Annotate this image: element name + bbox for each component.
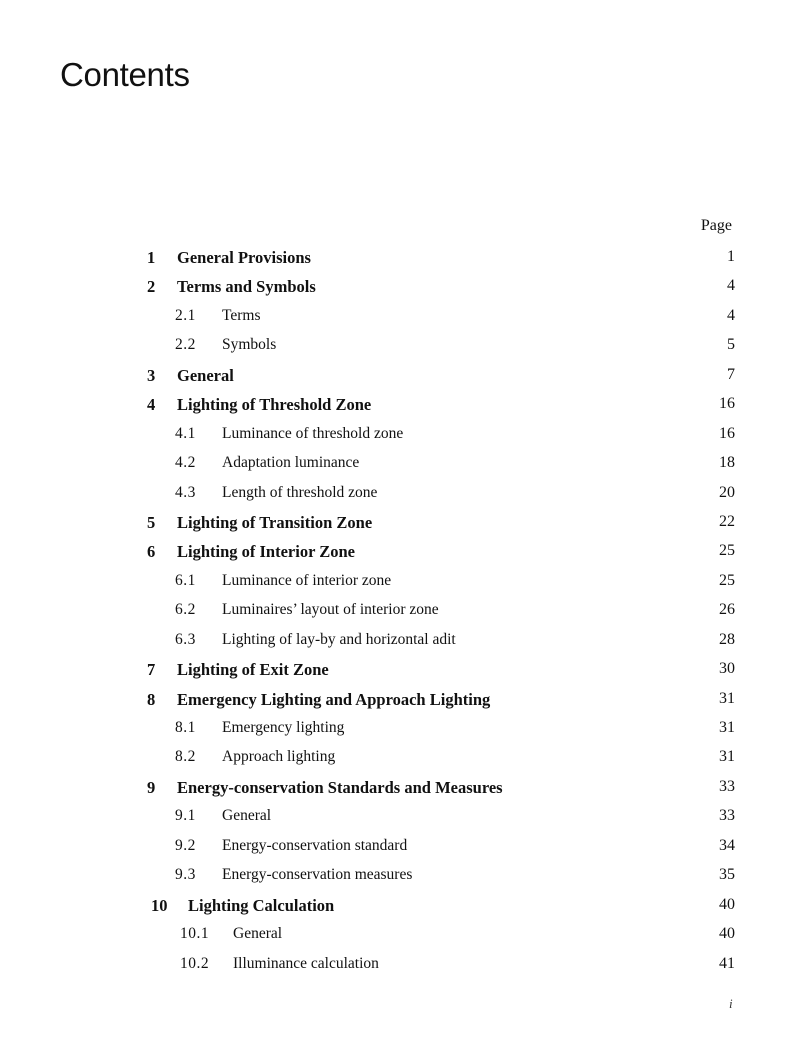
section-number: 4.1: [175, 424, 196, 442]
section-number: 10.2: [180, 954, 210, 972]
section-title: General: [222, 807, 272, 825]
section-title: Adaptation luminance: [222, 454, 360, 472]
section-number: 9.2: [175, 836, 196, 854]
page-number: 41: [719, 954, 735, 972]
toc-section[interactable]: [0, 449, 790, 478]
toc-section[interactable]: [0, 331, 790, 360]
chapter-number: 8: [147, 689, 156, 709]
toc-section[interactable]: [0, 743, 790, 772]
section-number: 10.1: [180, 925, 210, 943]
toc-section[interactable]: [0, 920, 790, 949]
page-number: 30: [719, 660, 735, 678]
section-number: 8.1: [175, 719, 196, 736]
section-title: Terms: [222, 306, 261, 324]
section-title: Energy-conservation measures: [222, 866, 413, 884]
chapter-title: General Provisions: [177, 248, 311, 267]
chapter-number: 6: [147, 542, 156, 562]
toc-section[interactable]: [0, 420, 790, 449]
chapter-title: General: [177, 365, 234, 385]
section-title: Symbols: [222, 336, 277, 354]
toc-section[interactable]: [0, 626, 790, 655]
toc-chapter[interactable]: [0, 390, 790, 419]
chapter-title: Terms and Symbols: [177, 277, 316, 297]
section-number: 6.1: [175, 571, 196, 589]
page-number: 18: [719, 454, 735, 472]
section-title: Energy-conservation standard: [222, 836, 408, 854]
page-number: 35: [719, 866, 735, 884]
toc-chapter[interactable]: [0, 685, 790, 714]
chapter-number: 3: [147, 365, 156, 385]
section-title: Luminaires’ layout of interior zone: [222, 601, 439, 619]
page-number: 1: [727, 248, 735, 265]
section-number: 2.2: [175, 336, 196, 354]
chapter-title: Lighting of Interior Zone: [177, 542, 355, 562]
page-number: 4: [727, 306, 735, 324]
page-number: 22: [719, 512, 735, 530]
page-number: 40: [719, 925, 735, 943]
toc-section[interactable]: [0, 479, 790, 508]
section-number: 9.3: [175, 866, 196, 884]
page-number: 33: [719, 807, 735, 825]
page-number: 40: [719, 895, 735, 913]
chapter-title: Lighting of Exit Zone: [177, 660, 329, 680]
page-column-header: Page: [700, 217, 732, 234]
section-number: 6.2: [175, 601, 196, 619]
page-number: 20: [719, 483, 735, 501]
section-title: Emergency lighting: [222, 719, 345, 736]
toc-section[interactable]: [0, 861, 790, 890]
section-title: Illuminance calculation: [233, 954, 379, 972]
chapter-title: Energy-conservation Standards and Measures: [177, 777, 503, 797]
page-number: 28: [719, 630, 735, 648]
chapter-number: 5: [147, 512, 156, 532]
chapter-title: Lighting of Transition Zone: [177, 512, 373, 532]
page-number: 26: [719, 601, 735, 619]
page-number: 25: [719, 571, 735, 589]
section-number: 4.2: [175, 454, 196, 472]
toc-section[interactable]: [0, 802, 790, 831]
section-title: Approach lighting: [222, 748, 336, 766]
toc-chapter[interactable]: [0, 272, 790, 301]
section-number: 4.3: [175, 483, 196, 501]
chapter-number: 4: [147, 395, 156, 415]
section-title: Luminance of threshold zone: [222, 424, 404, 442]
page-number: 4: [727, 277, 735, 295]
footer-page-mark: i: [729, 996, 733, 1011]
toc-section[interactable]: [0, 567, 790, 596]
section-number: 9.1: [175, 807, 196, 825]
section-number: 8.2: [175, 748, 196, 766]
chapter-title: Lighting of Threshold Zone: [177, 395, 372, 415]
toc-chapter[interactable]: [0, 537, 790, 566]
page-number: 7: [727, 365, 735, 383]
page-title: Contents: [60, 56, 190, 93]
section-title: Lighting of lay-by and horizontal adit: [222, 630, 456, 648]
toc-chapter[interactable]: [0, 243, 790, 272]
chapter-title: Emergency Lighting and Approach Lighting: [177, 689, 491, 709]
toc-chapter[interactable]: [0, 655, 790, 684]
page-number: 34: [719, 836, 735, 854]
page-number: 16: [719, 395, 735, 413]
toc-section[interactable]: [0, 832, 790, 861]
toc-section[interactable]: [0, 950, 790, 979]
toc-section[interactable]: [0, 714, 790, 743]
section-title: Length of threshold zone: [222, 483, 378, 501]
page-number: 31: [719, 748, 735, 766]
page-number: 31: [719, 719, 735, 736]
chapter-number: 1: [147, 248, 156, 267]
table-of-contents: [0, 243, 790, 979]
page-number: 25: [719, 542, 735, 560]
chapter-number: 7: [147, 660, 156, 680]
toc-chapter[interactable]: [0, 891, 790, 920]
chapter-number: 2: [147, 277, 156, 297]
page-number: 31: [719, 689, 735, 707]
section-number: 2.1: [175, 306, 196, 324]
page-number: 33: [719, 777, 735, 795]
page-number: 16: [719, 424, 735, 442]
toc-chapter[interactable]: [0, 773, 790, 802]
toc-section[interactable]: [0, 302, 790, 331]
chapter-number: 10: [151, 895, 168, 915]
page-number: 5: [727, 336, 735, 354]
toc-section[interactable]: [0, 596, 790, 625]
toc-chapter[interactable]: [0, 508, 790, 537]
section-title: Luminance of interior zone: [222, 571, 392, 589]
chapter-number: 9: [147, 777, 156, 797]
toc-chapter[interactable]: [0, 361, 790, 390]
section-number: 6.3: [175, 630, 196, 648]
chapter-title: Lighting Calculation: [188, 895, 335, 915]
section-title: General: [233, 925, 283, 943]
